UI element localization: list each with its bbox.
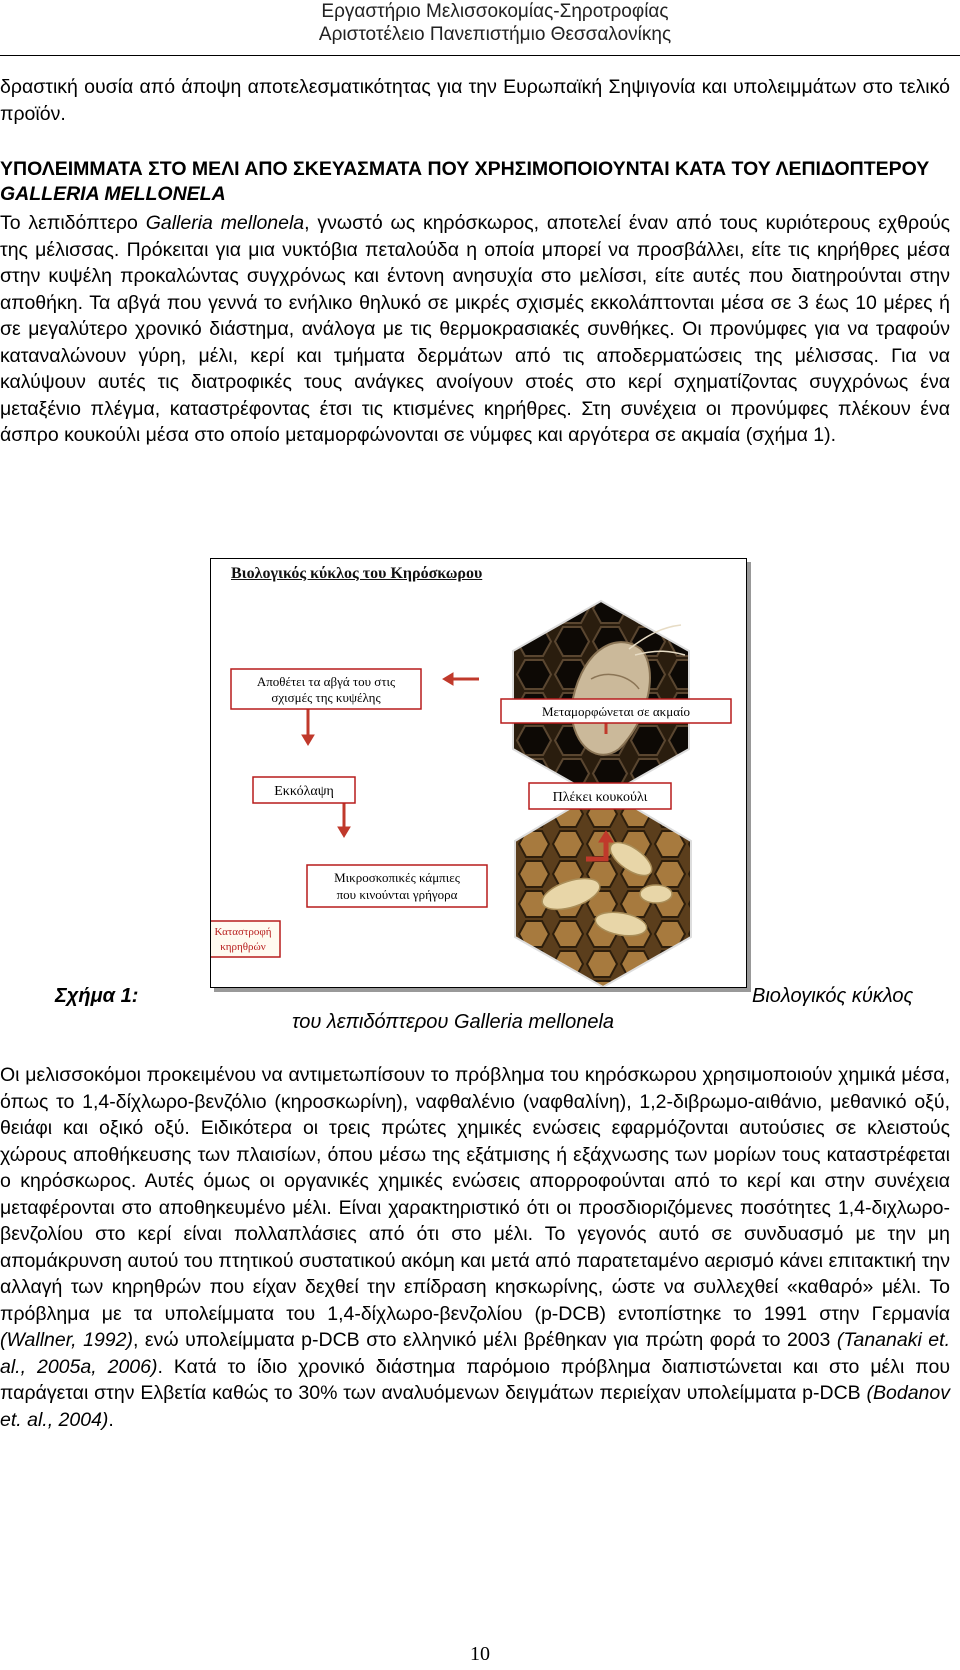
page-header [0, 0, 960, 46]
para2-species: Galleria mellonela [145, 212, 305, 234]
intro-paragraph: δραστική ουσία από άποψη αποτελεσματικότητας για την Ευρωπαϊκή Σηψιγονία και υπολειμμάτων στο τελικό προϊόν. [0, 76, 950, 125]
caption-label: Σχήμα 1: [55, 985, 139, 1007]
citation-tananaki: (Tananaki et. al., 2005a, 2006) [0, 1329, 950, 1378]
box-adult-label: Μεταμορφώνεται σε ακμαίο [541, 704, 691, 719]
para2-text-b: , γνωστό ως κηρόσκωρος, αποτελεί έναν από τους κυριότερους εχθρούς της μέλισσας. Πρόκειται για μια νυκτόβια πεταλούδα η οποία μπορεί να προσβάλλει, είτε τις κηρήθρες μέσα στην κυψέλη προκαλώντας συγχρόνως και έντονη ανησυχία στο μελίσσι, είτε αυτές που διατηρούνται στην αποθήκη. Τα αβγά που γεννά το ενήλικο θηλυκό σε μικρές σχισμές εκκολάπτονται μέσα σε 3 έως 10 μέρες ή σε μεγαλύτερο χρονικό διάστημα, ανάλογα με τις θερμοκρασιακές συνθήκες. Οι προνύμφες για να τραφούν καταναλώνουν γύρη, μέλι, κερί και τμήματα δερμάτων από τις αποδερματώσεις της μέλισσας. Για να καλύψουν αυτές τις διατροφικές τους ανάγκες ανοίγουν στοές στο κερί σχηματίζοντας συγχρόνως ένα μεταξένιο πλέγμα, καταστρέφοντας έτσι τις κτισμένες κηρήθρες. Στη συνέχεια οι προνύμφες πλέκουν ένα άσπρο κουκούλι μέσα στο οποίο μεταμορφώνονται σε νύμφες και αργότερα σε ακμαία (σχήμα 1). [0, 212, 951, 446]
arrow-down-center-icon [338, 803, 350, 837]
box-eggs-line2: σχισμές της κυψέλης [271, 690, 381, 705]
larvae-photo [515, 789, 691, 987]
box-damage [211, 921, 280, 957]
box-damage-line2: κηρηθρών [220, 941, 266, 953]
life-cycle-figure [210, 558, 747, 988]
section-heading-text: ΥΠΟΛΕΙΜΜΑΤΑ ΣΤΟ ΜΕΛΙ ΑΠΟ ΣΚΕΥΑΣΜΑΤΑ ΠΟΥ ΧΡΗΣΙΜΟΠΟΙΟΥΝΤΑΙ ΚΑΤΑ ΤΟΥ ΛΕΠΙΔΟΠΤΕΡΟΥ [0, 158, 930, 180]
para3-text-a: Οι μελισσοκόμοι προκειμένου να αντιμετωπίσουν το πρόβλημα του κηρόσκωρου χρησιμοποιούν χημικά μέσα, όπως το 1,4-δίχλωρο-βενζόλιο (κηροσκωρίνη), ναφθαλένιο (ναφθαλίνη), 1,2-διβρωμο-αιθάνιο, μεθανικό οξύ, θειάφι και οξικό οξύ. Ειδικότερα οι τρεις πρώτες χημικές ενώσεις εφαρμόζονται αυτούσιες σε κλειστούς χώρους αποθήκευσης των πλαισίων, όπου μέσω της εξάτμισης ή εξάχνωσης των μορίων τους καταστρέφεται ο κηρόσκωρος. Αυτές όμως οι οργανικές χημικές ενώσεις απορροφούνται από το κερί και στην συνέχεια μεταφέρονται στο αποθηκευμένο μέλι. Είναι χαρακτηριστικό ότι οι προσδιοριζόμενες ποσότητες 1,4-διχλωρο-βενζολίου στο κερί είναι πολλαπλάσιες από ότι στο μέλι. Το γεγονός αυτό σε συνδυασμό με την μη απομάκρυνση αυτού του πτητικού συστατικού ακόμη και μετά από παρατεταμένο αερισμό κάνει επιτακτική την αλλαγή των κηρηθρών που είχαν δεχθεί την επίδραση κησκωρίνης, ώστε να συλλεχθεί «καθαρό» μέλι. Το πρόβλημα με τα υπολείμματα του 1,4-δίχλωρο-βενζολίου (p-DCB) εντοπίστηκε το 1991 στην Γερμανία [0, 1064, 950, 1325]
page-number: 10 [470, 1643, 490, 1665]
caption-text-line2: του λεπιδόπτερου Galleria mellonela [292, 1011, 615, 1033]
para2-text-a: Το λεπιδόπτερο [0, 212, 146, 234]
header-lab-name: Εργαστήριο Μελισσοκομίας-Σηροτροφίας [321, 1, 669, 22]
life-cycle-diagram [211, 559, 746, 987]
box-larvae [307, 865, 487, 907]
caption-text: Βιολογικός κύκλος [752, 985, 914, 1007]
box-hatch [253, 777, 355, 803]
box-larvae-line1: Μικροσκοπικές κάμπιες [334, 870, 460, 885]
box-eggs-line1: Αποθέτει τα αβγά του στις [256, 674, 396, 689]
paragraph-galleria [0, 210, 950, 449]
header-rule [0, 55, 960, 56]
arrow-down-left-icon [302, 709, 314, 745]
box-adult [501, 699, 731, 723]
figure-title: Βιολογικός κύκλος του Κηρόσκωρου [231, 565, 483, 582]
box-damage-line1: Καταστροφή [214, 926, 272, 938]
section-heading [0, 157, 950, 207]
para3-text-b: , ενώ υπολείμματα p-DCB στο ελληνικό μέλι βρέθηκαν για πρώτη φορά το 2003 [132, 1329, 837, 1351]
section-heading-species: GALLERIA MELLONELA [0, 183, 226, 205]
paragraph-chemicals [0, 1062, 950, 1433]
para3-text-d: . [108, 1408, 114, 1431]
arrow-left-icon [443, 673, 479, 685]
header-university: Αριστοτέλειο Πανεπιστήμιο Θεσσαλονίκης [318, 24, 672, 45]
citation-wallner: (Wallner, 1992) [0, 1329, 133, 1351]
box-cocoon-label: Πλέκει κουκούλι [552, 790, 648, 805]
para3-text-c: . Κατά το ίδιο χρονικό διάστημα παρόμοιο πρόβλημα διαπιστώνεται και στο μέλι που παράγεται στην Ελβετία καθώς το 30% των αναλυόμενων δειγμάτων περιείχαν υπολείμματα p-DCB [0, 1355, 950, 1404]
box-lays-eggs [231, 669, 421, 709]
citation-bodanov: (Bodanov et. al., 2004) [0, 1382, 950, 1431]
box-hatch-label: Εκκόλαψη [274, 784, 334, 799]
box-cocoon [529, 783, 671, 809]
box-larvae-line2: που κινούνται γρήγορα [336, 887, 458, 902]
